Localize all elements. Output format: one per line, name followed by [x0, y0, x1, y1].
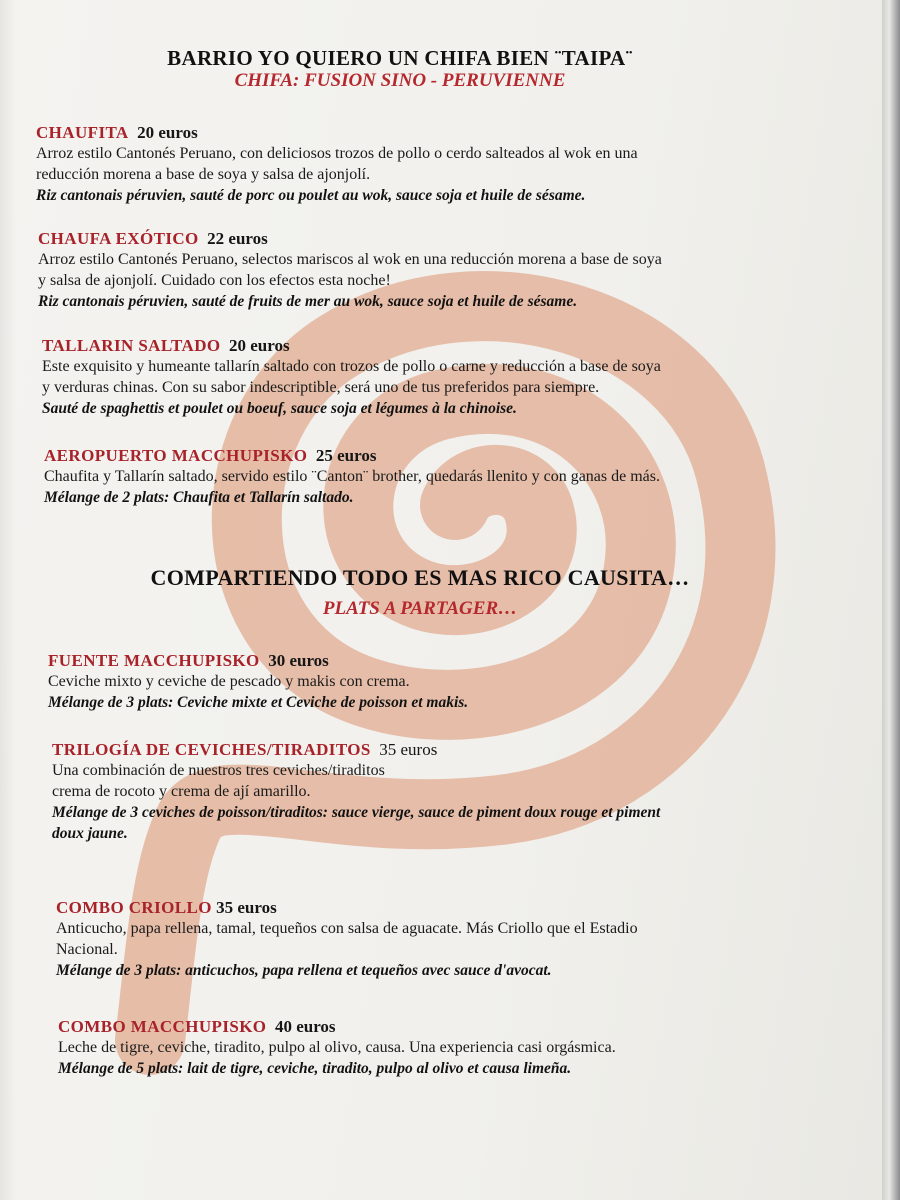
item-description-es: Chaufita y Tallarín saltado, servido estilo ¨Canton¨ brother, quedarás llenito y con ganas de más.	[44, 468, 660, 485]
item-description-es: Una combinación de nuestros tres ceviches/tiraditos	[52, 762, 385, 779]
item-description-fr: Mélange de 5 plats: lait de tigre, ceviche, tiradito, pulpo al olivo et causa limeña.	[58, 1060, 572, 1077]
item-description-fr: Mélange de 3 ceviches de poisson/tiraditos: sauce vierge, sauce de piment doux rouge et piment	[52, 804, 661, 821]
menu-item	[36, 123, 836, 206]
item-name: CHAUFITA	[36, 123, 129, 142]
menu-item	[56, 898, 856, 981]
menu-item	[58, 1017, 858, 1079]
menu-item	[48, 651, 848, 713]
item-description-fr: Riz cantonais péruvien, sauté de porc ou poulet au wok, sauce soja et huile de sésame.	[36, 187, 586, 204]
menu-item	[52, 740, 852, 844]
item-description-fr: Mélange de 3 plats: anticuchos, papa rellena et tequeños avec sauce d'avocat.	[56, 962, 552, 979]
item-name: COMBO MACCHUPISKO	[58, 1017, 267, 1036]
menu-item	[44, 446, 844, 508]
item-price: 35 euros	[379, 740, 438, 759]
section-title: COMPARTIENDO TODO ES MAS RICO CAUSITA…	[150, 565, 690, 590]
item-description-fr: Sauté de spaghettis et poulet ou boeuf, sauce soja et légumes à la chinoise.	[42, 400, 517, 417]
item-price: 20 euros	[229, 336, 290, 355]
item-description-fr: doux jaune.	[52, 825, 128, 842]
item-description-es: Ceviche mixto y ceviche de pescado y makis con crema.	[48, 673, 410, 690]
item-name: FUENTE MACCHUPISKO	[48, 651, 260, 670]
item-price: 22 euros	[207, 229, 268, 248]
item-price: 20 euros	[137, 123, 198, 142]
item-description-fr: Riz cantonais péruvien, sauté de fruits de mer au wok, sauce soja et huile de sésame.	[38, 293, 578, 310]
item-name: TRILOGÍA DE CEVICHES/TIRADITOS	[52, 740, 371, 759]
item-description-es: Este exquisito y humeante tallarín saltado con trozos de pollo o carne y reducción a base de soya	[42, 358, 661, 375]
item-description-es: Nacional.	[56, 941, 118, 958]
item-price: 30 euros	[268, 651, 329, 670]
section-subtitle: PLATS A PARTAGER…	[322, 598, 518, 619]
item-name: AEROPUERTO MACCHUPISKO	[44, 446, 308, 465]
item-name: TALLARIN SALTADO	[42, 336, 221, 355]
item-name: CHAUFA EXÓTICO	[38, 229, 199, 248]
item-price: 35 euros	[216, 898, 277, 917]
item-description-es: Arroz estilo Cantonés Peruano, con deliciosos trozos de pollo o cerdo salteados al wok en una	[36, 145, 638, 162]
item-description-es: Leche de tigre, ceviche, tiradito, pulpo al olivo, causa. Una experiencia casi orgásmica.	[58, 1039, 616, 1056]
item-price: 25 euros	[315, 446, 377, 465]
item-description-es: y salsa de ajonjolí. Cuidado con los efectos esta noche!	[38, 272, 391, 289]
item-description-es: crema de rocoto y crema de ají amarillo.	[52, 783, 311, 800]
item-description-es: Anticucho, papa rellena, tamal, tequeños con salsa de aguacate. Más Criollo que el Estadio	[56, 920, 638, 937]
menu-item	[42, 336, 842, 419]
item-description-fr: Mélange de 3 plats: Ceviche mixte et Ceviche de poisson et makis.	[48, 694, 469, 711]
item-description-es: reducción morena a base de soya y salsa de ajonjolí.	[36, 166, 371, 183]
item-description-fr: Mélange de 2 plats: Chaufita et Tallarín saltado.	[44, 489, 354, 506]
page-subtitle: CHIFA: FUSION SINO - PERUVIENNE	[234, 70, 566, 91]
page-edge	[882, 0, 900, 1200]
page-title: BARRIO YO QUIERO UN CHIFA BIEN ¨TAIPA¨	[167, 46, 633, 70]
menu-item	[38, 229, 838, 312]
item-description-es: Arroz estilo Cantonés Peruano, selectos mariscos al wok en una reducción morena a base de soya	[38, 251, 662, 268]
item-description-es: y verduras chinas. Con su sabor indescriptible, será uno de tus preferidos para siempre.	[42, 379, 600, 396]
item-price: 40 euros	[274, 1017, 336, 1036]
item-name: COMBO CRIOLLO	[56, 898, 212, 917]
